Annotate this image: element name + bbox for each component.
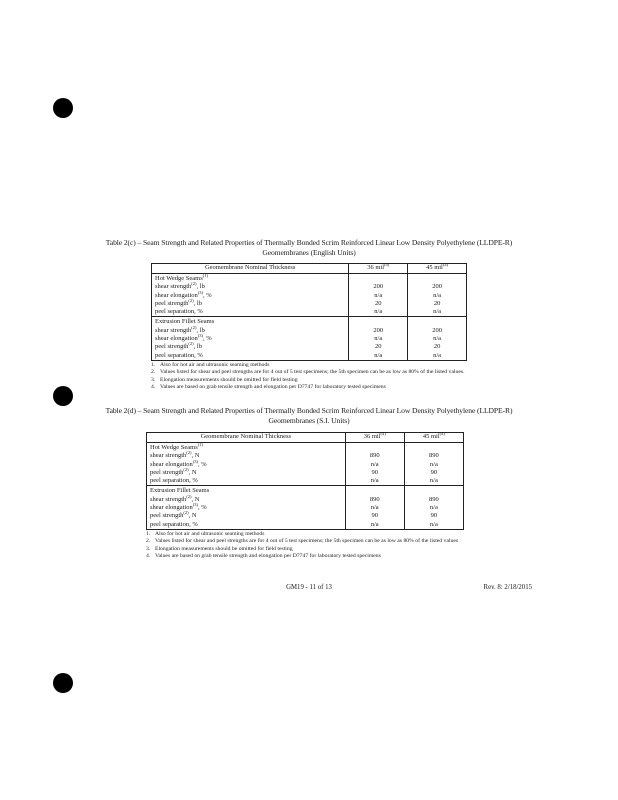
footnote-number: 1. — [146, 530, 151, 537]
table-title-line: Geomembranes (English Units) — [262, 247, 356, 257]
value-cell: 890 — [345, 452, 404, 460]
footnote-number: 2. — [146, 538, 151, 545]
footnote-text: Elongation measurements should be omitted for field testing — [155, 545, 293, 552]
footnote-text: Values listed for shear and peel strengths are for 4 out of 5 test specimens; the 5th specimen can be as low as 80% of the listed values. — [160, 369, 465, 376]
table-cell — [408, 274, 467, 284]
property-unit: , % — [189, 477, 198, 485]
property-name: shear strength — [155, 283, 192, 291]
row-label — [152, 352, 349, 361]
table-header-row — [147, 433, 464, 443]
footnote-ref: (4) — [384, 261, 390, 267]
column-header-label: 45 mil — [422, 433, 440, 440]
footnote-number: 4. — [146, 553, 151, 560]
section-name: Hot Wedge Seams — [155, 275, 203, 282]
property-unit: , % — [189, 520, 198, 528]
footnote-text: Also for hot air and ultrasonic seaming methods — [155, 530, 265, 537]
property-unit: , % — [194, 308, 203, 316]
footnote-number: 4. — [151, 384, 156, 391]
table-row — [152, 343, 467, 351]
table-cell — [404, 486, 463, 496]
property-unit: , % — [203, 291, 212, 299]
column-header — [345, 430, 404, 443]
property-name: peel strength — [150, 512, 184, 520]
value-cell: 90 — [345, 469, 404, 477]
row-label — [152, 308, 349, 317]
footnote-text: Values are based on grab tensile strength and elongation per D7747 for laboratory tested specimens — [160, 384, 386, 391]
table-2c-block — [0, 238, 618, 392]
value-cell: 200 — [349, 327, 408, 335]
value-cell: 200 — [408, 327, 467, 335]
row-label — [147, 452, 346, 460]
footnote-number: 3. — [146, 545, 151, 552]
property-name: peel strength — [155, 343, 189, 351]
property-unit: , N — [188, 468, 197, 476]
footnote-item — [146, 553, 618, 560]
table-2d-title — [0, 406, 618, 425]
property-unit: , lb — [193, 343, 202, 351]
section-name: Extrusion Fillet Seams — [155, 318, 215, 326]
value-cell: n/a — [349, 352, 408, 361]
row-label — [152, 324, 349, 335]
table-title-line: Table 2(d) – Seam Strength and Related Properties of Thermally Bonded Scrim Reinforced Linear Low Density Polyethylene (LLDPE-R) — [105, 406, 513, 415]
value-cell: n/a — [345, 461, 404, 469]
row-label — [147, 466, 346, 477]
value-cell: 890 — [404, 452, 463, 460]
row-label — [152, 343, 349, 351]
value-cell: 90 — [404, 469, 463, 477]
property-name: peel separation — [150, 477, 190, 485]
property-name: shear strength — [150, 495, 187, 503]
footnote-ref: (3) — [197, 332, 204, 338]
value-cell: n/a — [408, 335, 467, 343]
property-unit: , lb — [196, 283, 205, 291]
property-name: peel separation — [155, 308, 195, 316]
property-name: peel separation — [155, 351, 195, 359]
row-label — [147, 458, 346, 469]
table-cell — [404, 443, 463, 453]
property-name: shear elongation — [155, 335, 198, 343]
row-label — [147, 493, 346, 504]
table-cell — [408, 317, 467, 327]
row-label — [147, 521, 346, 530]
column-header-label: Geomembrane Nominal Thickness — [204, 264, 296, 271]
punch-hole — [53, 673, 73, 693]
value-cell: n/a — [345, 504, 404, 512]
table-header-row — [152, 264, 467, 274]
value-cell: n/a — [404, 477, 463, 486]
column-header — [349, 261, 408, 274]
table-row — [152, 308, 467, 317]
property-unit: , N — [191, 452, 200, 460]
table-section-row — [147, 443, 464, 453]
property-name: shear strength — [155, 326, 192, 334]
row-label — [147, 512, 346, 520]
table-title-line: Geomembranes (S.I. Units) — [268, 415, 350, 425]
revision-label: Rev. 8: 2/18/2015 — [483, 584, 532, 591]
table-2c — [151, 263, 467, 361]
table-title-line: Table 2(c) – Seam Strength and Related Properties of Thermally Bonded Scrim Reinforced Linear Low Density Polyethylene (LLDPE-R) — [105, 238, 513, 247]
property-name: peel separation — [150, 520, 190, 528]
value-cell: 200 — [408, 283, 467, 291]
value-cell: 90 — [404, 512, 463, 520]
value-cell: n/a — [345, 477, 404, 486]
punch-hole — [53, 98, 73, 118]
column-header — [152, 264, 349, 274]
footnote-ref: (2) — [191, 324, 197, 330]
table-row — [152, 352, 467, 361]
column-header-label: 36 mil — [367, 264, 385, 271]
value-cell: 200 — [349, 283, 408, 291]
footnote-text: Also for hot air and ultrasonic seaming methods — [160, 361, 270, 368]
footnote-ref: (2) — [183, 510, 189, 516]
property-unit: , % — [198, 504, 207, 512]
table-2c-title — [0, 238, 618, 257]
value-cell: 20 — [349, 300, 408, 308]
page-number: GM19 - 11 of 13 — [286, 584, 332, 591]
table-section-row — [147, 486, 464, 496]
footnote-ref: (2) — [186, 450, 192, 456]
value-cell: n/a — [349, 335, 408, 343]
section-title — [152, 317, 349, 327]
footnote-ref: (3) — [192, 458, 199, 464]
column-header-label: 36 mil — [363, 433, 381, 440]
footnote-text: Elongation measurements should be omitted for field testing — [160, 376, 298, 383]
property-unit: , lb — [196, 326, 205, 334]
value-cell: n/a — [345, 521, 404, 530]
property-unit: , N — [188, 512, 197, 520]
footnote-number: 2. — [151, 369, 156, 376]
table-cell — [345, 486, 404, 496]
property-name: shear strength — [150, 452, 187, 460]
table-cell — [349, 274, 408, 284]
property-name: shear elongation — [150, 504, 193, 512]
row-label — [152, 289, 349, 300]
footnote-item — [146, 538, 618, 545]
table-row — [147, 469, 464, 477]
column-header — [408, 261, 467, 274]
value-cell: n/a — [408, 308, 467, 317]
column-header-label: 45 mil — [426, 264, 443, 271]
footnote-ref: (3) — [197, 289, 204, 295]
value-cell: n/a — [349, 292, 408, 300]
column-header — [404, 430, 463, 443]
property-unit: , % — [194, 351, 203, 359]
footnote-ref: (2) — [183, 466, 189, 472]
section-name: Extrusion Fillet Seams — [150, 487, 210, 495]
property-unit: , N — [191, 495, 200, 503]
table-section-row — [152, 317, 467, 327]
footnote-ref: (4) — [442, 261, 449, 267]
table-row — [147, 512, 464, 520]
footnote-number: 3. — [151, 376, 156, 383]
value-cell: 20 — [349, 343, 408, 351]
footnote-item — [151, 384, 618, 391]
value-cell: 20 — [408, 300, 467, 308]
footnote-ref: (2) — [186, 493, 192, 499]
table-cell — [349, 317, 408, 327]
value-cell: n/a — [404, 521, 463, 530]
table-row — [147, 521, 464, 530]
footnote-item — [151, 369, 618, 376]
property-name: shear elongation — [155, 291, 198, 299]
row-label — [152, 297, 349, 308]
footnote-text: Values are based on grab tensile strength and elongation per D7747 for laboratory tested specimens — [155, 553, 381, 560]
table-row — [152, 292, 467, 300]
column-header — [147, 433, 346, 443]
footnote-text: Values listed for shear and peel strengths are for 4 out of 5 test specimens; the 5th specimen can be as low as 80% of the listed values — [155, 538, 459, 545]
value-cell: n/a — [408, 352, 467, 361]
value-cell: n/a — [404, 461, 463, 469]
table-row — [147, 477, 464, 486]
table-2d-notes — [146, 531, 618, 561]
value-cell: 890 — [345, 496, 404, 504]
table-row — [147, 461, 464, 469]
footnote-ref: (1) — [197, 441, 203, 447]
property-name: shear elongation — [150, 460, 193, 468]
footnote-ref: (3) — [192, 501, 199, 507]
footnote-ref: (2) — [191, 281, 197, 287]
table-2c-notes — [151, 362, 618, 392]
footnote-ref: (4) — [380, 430, 386, 436]
footnote-ref: (2) — [188, 297, 194, 303]
column-header-label: Geomembrane Nominal Thickness — [200, 433, 292, 440]
property-unit: , lb — [193, 299, 202, 307]
property-name: peel strength — [155, 299, 189, 307]
value-cell: n/a — [404, 504, 463, 512]
table-2d — [146, 432, 464, 530]
value-cell: 90 — [345, 512, 404, 520]
section-name: Hot Wedge Seams — [150, 444, 198, 451]
footnote-ref: (2) — [188, 341, 194, 347]
table-section-row — [152, 274, 467, 284]
row-label — [147, 477, 346, 486]
footnote-ref: (1) — [202, 272, 208, 278]
section-title — [147, 486, 346, 496]
property-unit: , % — [203, 335, 212, 343]
table-row — [152, 300, 467, 308]
property-unit: , % — [198, 460, 207, 468]
property-name: peel strength — [150, 468, 184, 476]
table-cell — [345, 443, 404, 453]
value-cell: n/a — [349, 308, 408, 317]
row-label — [152, 283, 349, 291]
value-cell: n/a — [408, 292, 467, 300]
value-cell: 20 — [408, 343, 467, 351]
footnote-ref: (4) — [439, 430, 445, 436]
footnote-number: 1. — [151, 361, 156, 368]
table-2d-block — [0, 406, 618, 561]
value-cell: 890 — [404, 496, 463, 504]
